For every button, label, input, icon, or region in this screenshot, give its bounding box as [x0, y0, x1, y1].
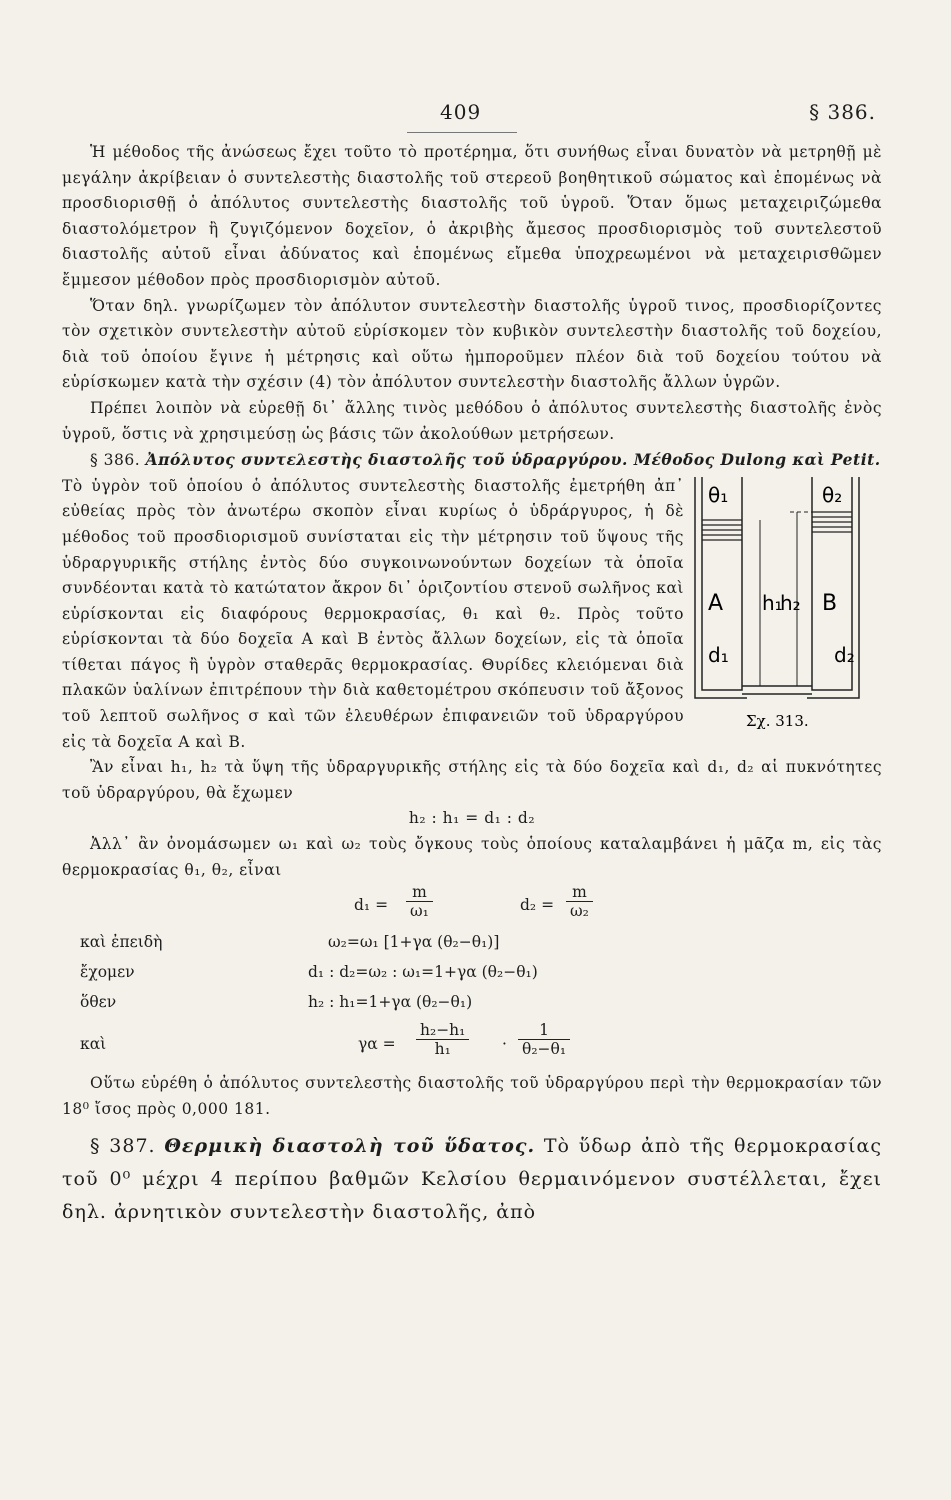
fraction-2-denominator: θ₂−θ₁ — [522, 1040, 567, 1059]
equation-body: ω₂=ω₁ [1+γα (θ₂−θ₁)] — [328, 933, 500, 952]
d2-lhs: d₂ = — [520, 896, 555, 915]
label-h1: h₁ — [762, 590, 783, 615]
mercury-level-b — [812, 512, 852, 532]
section-386-number: § 386. — [90, 451, 141, 470]
paragraph-3: Πρέπει λοιπὸν νὰ εὑρεθῇ δι᾽ ἄλλης τινὸς μεθόδου ὁ ἀπόλυτος συντελεστὴς διαστολῆς ἑνὸς ὑγροῦ, ὅστις νὰ χρησιμεύσῃ ὡς βάσις τῶν ἀκολούθων μετρήσεων. — [62, 398, 882, 443]
page-number: 409 — [440, 100, 482, 124]
paragraph-6: Οὕτω εὑρέθη ὁ ἀπόλυτος συντελεστὴς διαστολῆς τοῦ ὑδραργύρου περὶ τὴν θερμοκρασίαν τῶν 18⁰ ἴσος πρὸς 0,000 181. — [62, 1074, 882, 1118]
figure-caption: Σχ. 313. — [746, 711, 809, 730]
equation-row — [62, 989, 882, 1019]
fraction-2-numerator: 1 — [518, 1021, 570, 1040]
equation-row — [62, 929, 882, 959]
paragraph-5: Ἀλλ᾽ ἂν ὀνομάσωμεν ω₁ καὶ ω₂ τοὺς ὄγκους τοὺς ὁποίους καταλαμβάνει ἡ μᾶζα m, εἰς τὰς θερμοκρασίας θ₁, θ₂, εἶναι — [62, 835, 882, 879]
label-h2: h₂ — [780, 590, 801, 615]
equation-body: h₂ : h₁=1+γα (θ₂−θ₁) — [308, 993, 473, 1012]
equation-densities — [62, 883, 882, 929]
section-387-text: Τὸ ὕδωρ ἀπὸ τῆς θερμοκρασίας τοῦ 0⁰ μέχρι 4 περίπου βαθμῶν Κελσίου θερμαινόμενον συστέλλεται, ἔχει δηλ. ἀρνητικὸν συντελεστὴν διαστολῆς, ἀπὸ — [62, 1135, 882, 1224]
d2-denominator: ω₂ — [570, 902, 589, 921]
label-d1: d₁ — [708, 642, 729, 667]
label-d2: d₂ — [834, 642, 855, 667]
final-lhs: γα = — [358, 1035, 396, 1054]
label-theta1: θ₁ — [708, 482, 729, 507]
page-header — [62, 100, 882, 140]
section-387-title: Θερμικὴ διαστολὴ τοῦ ὕδατος. — [164, 1135, 536, 1158]
header-rule — [407, 132, 517, 133]
section-387-number: § 387. — [90, 1135, 156, 1158]
section-386-title: Ἀπόλυτος συντελεστὴς διαστολῆς τοῦ ὑδραργύρου. Μέθοδος Dulong καὶ Petit. — [145, 450, 881, 470]
equation-label: ἔχομεν — [80, 963, 135, 982]
equation-body: d₁ : d₂=ω₂ : ω₁=1+γα (θ₂−θ₁) — [308, 963, 538, 982]
equation-ratio: h₂ : h₁ = d₁ : d₂ — [408, 809, 536, 828]
paragraph-1: Ἡ μέθοδος τῆς ἀνώσεως ἔχει τοῦτο τὸ προτέρημα, ὅτι συνήθως εἶναι δυνατὸν νὰ μετρηθῇ μὲ μεγάλην ἀκρίβειαν ὁ συντελεστὴς διαστολῆς τοῦ στερεοῦ βοηθητικοῦ σώματος καὶ ἑπομένως νὰ προσδιορισθῇ ὁ ἀπόλυτος συντελεστὴς διαστολῆς τοῦ ὑγροῦ. Ὅταν ὅμως μεταχειριζώμεθα διαστολόμετρον ἢ ζυγιζόμενον δοχεῖον, ὁ ἀκριβὴς ἄμεσος προσδιορισμὸς τοῦ συντελεστοῦ διαστολῆς αὐτοῦ εἶναι ἀδύνατος καὶ ἑπομένως εἴμεθα ὑποχρεωμένοι νὰ μεταχειρισθῶμεν ἔμμεσον μέθοδον πρὸς προσδιορισμὸν αὐτοῦ. — [62, 143, 882, 289]
equation-label: ὅθεν — [80, 993, 117, 1012]
section-386-heading-line — [62, 447, 882, 474]
section-reference: § 386. — [809, 100, 876, 124]
equation-row — [62, 959, 882, 989]
page — [62, 100, 882, 1229]
d2-numerator: m — [566, 883, 593, 902]
fraction-1 — [416, 1021, 469, 1058]
label-a: A — [708, 590, 724, 616]
multiplication-dot: · — [502, 1035, 507, 1054]
label-b: B — [822, 590, 838, 616]
d1-fraction — [406, 883, 433, 920]
d2-fraction — [566, 883, 593, 920]
fraction-1-numerator: h₂−h₁ — [416, 1021, 469, 1040]
final-equation-label: καὶ — [80, 1035, 107, 1054]
equation-label: καὶ ἐπειδὴ — [80, 933, 163, 952]
mercury-level-a — [702, 520, 742, 540]
label-theta2: θ₂ — [822, 482, 843, 507]
d1-denominator: ω₁ — [410, 902, 429, 921]
section-386-body — [62, 474, 882, 756]
paragraph-2: Ὅταν δηλ. γνωρίζωμεν τὸν ἀπόλυτον συντελεστὴν διαστολῆς ὑγροῦ τινος, προσδιορίζοντες τὸν σχετικὸν συντελεστὴν αὐτοῦ εὑρίσκομεν τὸν κυβικὸν συντελεστὴν διαστολῆς τοῦ δοχείου, διὰ τοῦ ὁποίου ἔγινε ἡ μέτρησις καὶ οὕτω ἠμποροῦμεν πλέον διὰ τοῦ δοχείου τούτου νὰ εὑρίσκωμεν κατὰ τὴν σχέσιν (4) τὸν ἀπόλυτον συντελεστὴν διαστολῆς ἄλλων ὑγρῶν. — [62, 296, 882, 392]
fraction-2 — [518, 1021, 570, 1058]
section-386-text: Τὸ ὑγρὸν τοῦ ὁποίου ὁ ἀπόλυτος συντελεστὴς διαστολῆς ἐμετρήθη ἀπ᾽ εὐθείας πρὸς τὸν ἀνωτέρω σκοπὸν εἶναι κυρίως ὁ ὑδράργυρος, ἡ δὲ μέθοδος τοῦ προσδιορισμοῦ συνίσταται εἰς τὴν μέτρησιν τοῦ ὕψους τῆς ὑδραργυρικῆς στήλης ἐντὸς δύο συγκοινωνούντων δοχείων τὰ ὁποῖα συνδέονται κατὰ τὸ κατώτατον ἄκρον δι᾽ ὁριζοντίου στενοῦ σωλῆνος καὶ εὑρίσκονται εἰς διαφόρους θερμοκρασίας, θ₁ καὶ θ₂. Πρὸς τοῦτο εὑρίσκονται τὰ δύο δοχεῖα A καὶ B ἐντὸς ἄλλων δοχείων, εἰς τὰ ὁποῖα τίθεται πάγος ἢ ὑγρὸν σταθερᾶς θερμοκρασίας. Θυρίδες κλειόμεναι διὰ πλακῶν ὑαλίνων ἐπιτρέπουν τὴν διὰ καθετομέτρου σκόπευσιν τοῦ ἄξονος τοῦ λεπτοῦ σωλῆνος σ καὶ τῶν ἐλευθέρων ἐπιφανειῶν τοῦ ὑδραργύρου εἰς τὰ δοχεῖα A καὶ B. — [62, 476, 684, 751]
d1-numerator: m — [406, 883, 433, 902]
figure-313 — [694, 472, 884, 732]
section-387 — [62, 1130, 882, 1229]
d1-lhs: d₁ = — [354, 896, 389, 915]
paragraph-4: Ἂν εἶναι h₁, h₂ τὰ ὕψη τῆς ὑδραργυρικῆς στήλης εἰς τὰ δύο δοχεῖα καὶ d₁, d₂ αἱ πυκνότητες τοῦ ὑδραργύρου, θὰ ἔχωμεν — [62, 758, 882, 802]
equation-final — [62, 1019, 882, 1071]
fraction-1-denominator: h₁ — [434, 1040, 451, 1059]
